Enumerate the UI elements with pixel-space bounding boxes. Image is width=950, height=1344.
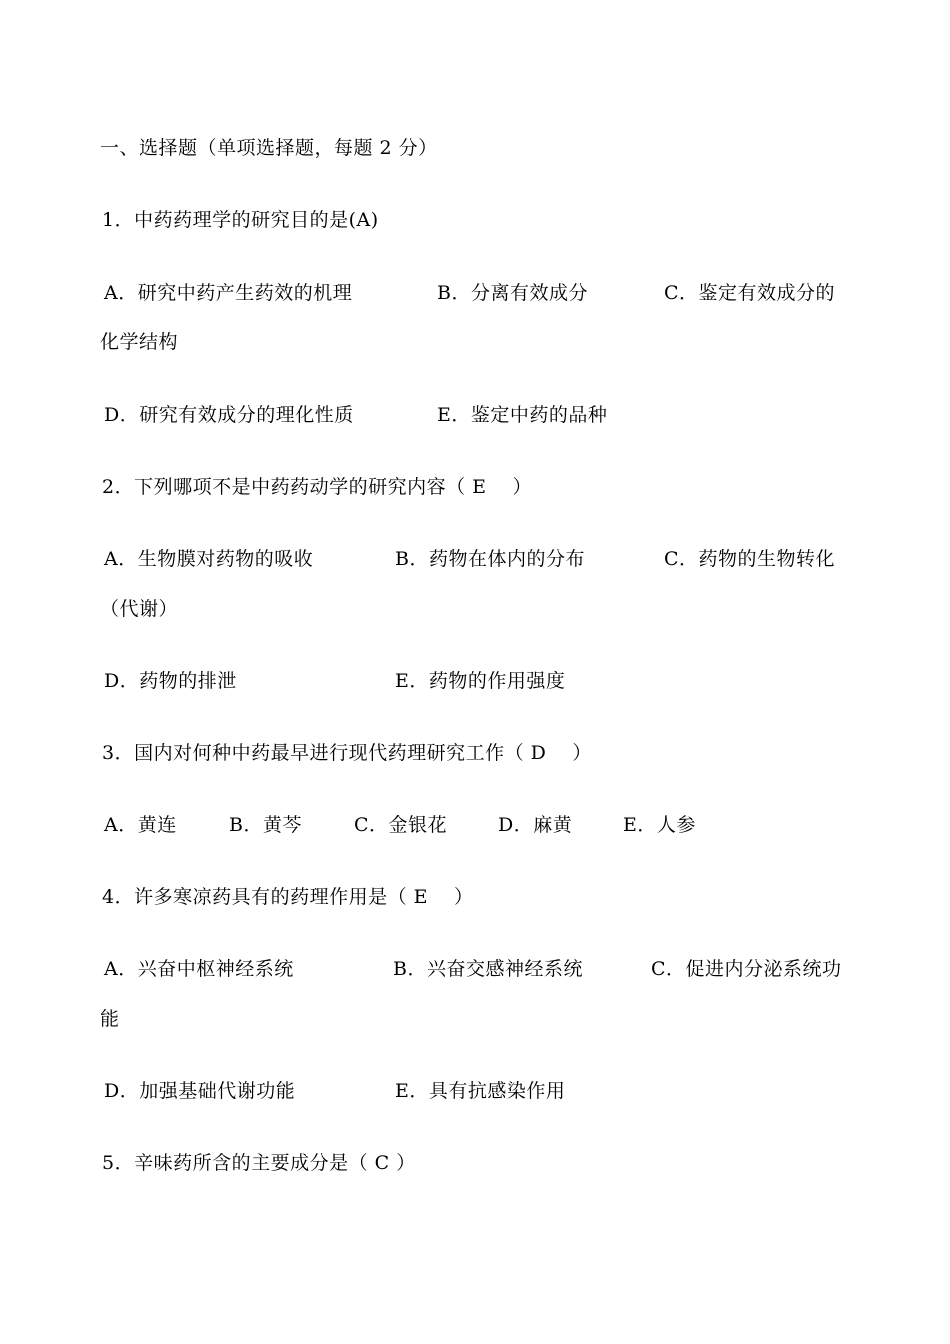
question-2-option-b: B．药物在体内的分布 <box>395 548 585 570</box>
question-4-option-c: C．促进内分泌系统功 <box>651 958 842 980</box>
question-2-stem: 2．下列哪项不是中药药动学的研究内容（ E ） <box>102 476 533 498</box>
question-3-option-c: C．金银花 <box>354 814 448 836</box>
question-3-option-d: D．麻黄 <box>498 814 573 836</box>
question-1-option-c: C．鉴定有效成分的 <box>664 282 836 304</box>
question-3-option-b: B．黄芩 <box>229 814 302 836</box>
question-1-option-a: A．研究中药产生药效的机理 <box>104 282 353 304</box>
question-5-stem: 5．辛味药所含的主要成分是（ C ） <box>102 1152 416 1174</box>
question-4-stem: 4．许多寒凉药具有的药理作用是（ E ） <box>102 886 474 908</box>
question-1-option-b: B．分离有效成分 <box>437 282 588 304</box>
question-2-option-c: C．药物的生物转化 <box>664 548 836 570</box>
question-2-option-d: D．药物的排泄 <box>104 670 237 692</box>
question-1-option-e: E．鉴定中药的品种 <box>437 404 608 426</box>
question-2-option-c-wrap: （代谢） <box>100 598 179 620</box>
question-2-option-e: E．药物的作用强度 <box>395 670 566 692</box>
question-3-option-a: A．黄连 <box>104 814 177 836</box>
question-4-option-a: A．兴奋中枢神经系统 <box>104 958 294 980</box>
question-1-option-c-wrap: 化学结构 <box>100 331 179 353</box>
question-2-option-a: A．生物膜对药物的吸收 <box>104 548 314 570</box>
question-3-stem: 3．国内对何种中药最早进行现代药理研究工作（ D ） <box>102 742 592 764</box>
question-4-option-e: E．具有抗感染作用 <box>395 1080 566 1102</box>
question-1-stem: 1．中药药理学的研究目的是(A) <box>102 209 379 231</box>
question-4-option-b: B．兴奋交感神经系统 <box>393 958 583 980</box>
question-4-option-c-wrap: 能 <box>100 1008 120 1030</box>
question-4-option-d: D．加强基础代谢功能 <box>104 1080 296 1102</box>
question-3-option-e: E．人参 <box>623 814 696 836</box>
question-1-option-d: D．研究有效成分的理化性质 <box>104 404 354 426</box>
section-title: 一、选择题（单项选择题，每题 2 分） <box>100 137 438 159</box>
